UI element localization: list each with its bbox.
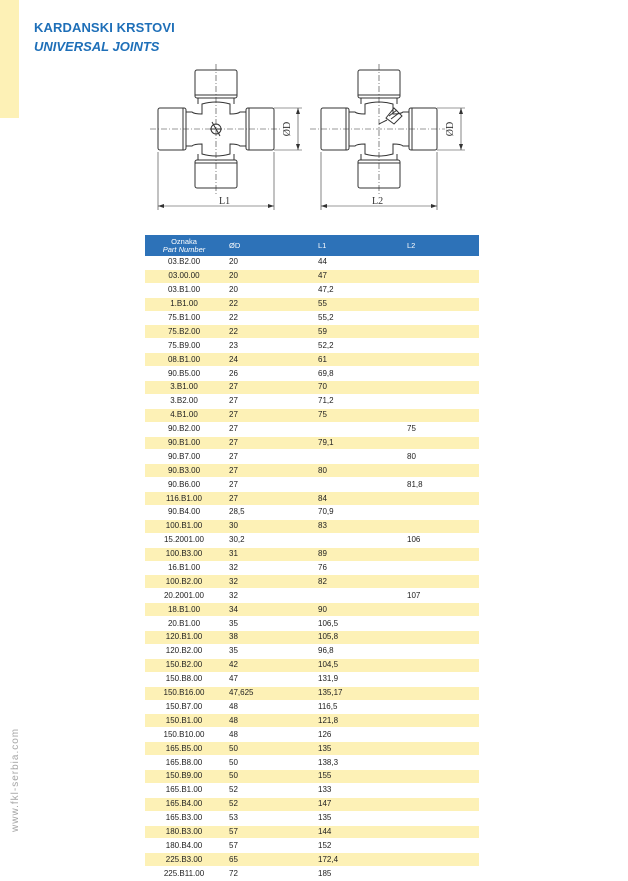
cell-part-number: 18.B1.00 xyxy=(145,603,223,617)
cell-l1: 106,5 xyxy=(312,617,403,631)
cell-l2 xyxy=(403,325,479,339)
table-row xyxy=(145,742,479,756)
table-row xyxy=(145,575,479,589)
col-header-diameter: ØD xyxy=(223,235,312,256)
cell-diameter: 53 xyxy=(223,811,312,825)
cell-part-number: 150.B1.00 xyxy=(145,714,223,728)
cell-l1: 121,8 xyxy=(312,714,403,728)
dim-l2-label: L2 xyxy=(372,196,384,207)
joint-l2-drawing xyxy=(310,64,465,210)
universal-joint-diagram xyxy=(150,64,480,214)
cell-l1 xyxy=(312,422,403,436)
table-row xyxy=(145,797,479,811)
cell-l1: 70 xyxy=(312,381,403,395)
cell-diameter: 27 xyxy=(223,381,312,395)
table-row xyxy=(145,506,479,520)
cell-l1: 79,1 xyxy=(312,436,403,450)
cell-part-number: 75.B9.00 xyxy=(145,339,223,353)
parts-table xyxy=(145,235,479,881)
cell-l1: 116,5 xyxy=(312,700,403,714)
cell-l2 xyxy=(403,853,479,867)
table-row xyxy=(145,714,479,728)
cell-part-number: 165.B3.00 xyxy=(145,811,223,825)
table-row xyxy=(145,283,479,297)
cell-part-number: 150.B10.00 xyxy=(145,728,223,742)
cell-part-number: 16.B1.00 xyxy=(145,561,223,575)
table-row xyxy=(145,853,479,867)
cell-diameter: 65 xyxy=(223,853,312,867)
cell-part-number: 20.B1.00 xyxy=(145,617,223,631)
cell-l1: 90 xyxy=(312,603,403,617)
cell-diameter: 57 xyxy=(223,825,312,839)
table-row xyxy=(145,603,479,617)
cell-part-number: 15.2001.00 xyxy=(145,533,223,547)
cell-part-number: 150.B2.00 xyxy=(145,658,223,672)
col-header-part-label: Oznaka xyxy=(171,236,197,246)
cell-diameter: 38 xyxy=(223,631,312,645)
cell-l1: 172,4 xyxy=(312,853,403,867)
cell-diameter: 34 xyxy=(223,603,312,617)
table-row xyxy=(145,478,479,492)
table-row xyxy=(145,394,479,408)
cell-l1: 135 xyxy=(312,811,403,825)
cell-part-number: 120.B2.00 xyxy=(145,644,223,658)
cell-l1: 71,2 xyxy=(312,394,403,408)
cell-part-number: 3.B2.00 xyxy=(145,394,223,408)
cell-l2 xyxy=(403,658,479,672)
cell-l1: 47,2 xyxy=(312,283,403,297)
cell-l1 xyxy=(312,533,403,547)
cell-l2 xyxy=(403,575,479,589)
table-row xyxy=(145,381,479,395)
table-row xyxy=(145,811,479,825)
table-row xyxy=(145,672,479,686)
cell-diameter: 32 xyxy=(223,561,312,575)
cell-diameter: 23 xyxy=(223,339,312,353)
table-row xyxy=(145,700,479,714)
cell-l1: 135 xyxy=(312,742,403,756)
table-row xyxy=(145,617,479,631)
cell-l1: 80 xyxy=(312,464,403,478)
cell-part-number: 100.B1.00 xyxy=(145,519,223,533)
cell-part-number: 165.B5.00 xyxy=(145,742,223,756)
cell-l1: 135,17 xyxy=(312,686,403,700)
cell-diameter: 50 xyxy=(223,756,312,770)
cell-diameter: 35 xyxy=(223,644,312,658)
table-row xyxy=(145,422,479,436)
cell-l2 xyxy=(403,783,479,797)
cell-diameter: 27 xyxy=(223,464,312,478)
table-row xyxy=(145,631,479,645)
table-row xyxy=(145,769,479,783)
table-row xyxy=(145,436,479,450)
cell-l2: 75 xyxy=(403,422,479,436)
cell-part-number: 90.B4.00 xyxy=(145,506,223,520)
cell-l1: 52,2 xyxy=(312,339,403,353)
cell-l1: 84 xyxy=(312,492,403,506)
website-watermark: www.fkl-serbia.com xyxy=(10,727,21,832)
cell-l1: 47 xyxy=(312,269,403,283)
cell-diameter: 42 xyxy=(223,658,312,672)
cell-l1: 147 xyxy=(312,797,403,811)
side-accent-strip xyxy=(0,0,19,118)
cell-part-number: 90.B3.00 xyxy=(145,464,223,478)
table-row xyxy=(145,825,479,839)
table-row xyxy=(145,839,479,853)
cell-diameter: 22 xyxy=(223,325,312,339)
cell-diameter: 57 xyxy=(223,839,312,853)
cell-l2 xyxy=(403,547,479,561)
cell-diameter: 30,2 xyxy=(223,533,312,547)
col-header-part-label-en: Part Number xyxy=(162,244,206,254)
cell-l2 xyxy=(403,769,479,783)
cell-l1: 55,2 xyxy=(312,311,403,325)
cell-part-number: 08.B1.00 xyxy=(145,353,223,367)
cell-part-number: 20.2001.00 xyxy=(145,589,223,603)
cell-part-number: 165.B1.00 xyxy=(145,783,223,797)
table-row xyxy=(145,464,479,478)
cell-l2 xyxy=(403,797,479,811)
cell-l2 xyxy=(403,394,479,408)
cell-l2 xyxy=(403,700,479,714)
cell-part-number: 100.B3.00 xyxy=(145,547,223,561)
table-row xyxy=(145,644,479,658)
cell-diameter: 35 xyxy=(223,617,312,631)
table-row xyxy=(145,297,479,311)
cell-diameter: 22 xyxy=(223,311,312,325)
cell-l1: 59 xyxy=(312,325,403,339)
cell-diameter: 48 xyxy=(223,714,312,728)
table-row xyxy=(145,367,479,381)
table-row xyxy=(145,408,479,422)
cell-l2: 81,8 xyxy=(403,478,479,492)
cell-l2 xyxy=(403,811,479,825)
cell-diameter: 52 xyxy=(223,783,312,797)
cell-part-number: 90.B7.00 xyxy=(145,450,223,464)
cell-l2 xyxy=(403,519,479,533)
cell-l2 xyxy=(403,506,479,520)
cell-part-number: 150.B16.00 xyxy=(145,686,223,700)
dim-diameter-label-1: ØD xyxy=(282,121,293,137)
cell-l2 xyxy=(403,742,479,756)
cell-l1: 69,8 xyxy=(312,367,403,381)
cell-l2 xyxy=(403,672,479,686)
cell-part-number: 120.B1.00 xyxy=(145,631,223,645)
cell-diameter: 20 xyxy=(223,269,312,283)
cell-diameter: 26 xyxy=(223,367,312,381)
table-row xyxy=(145,492,479,506)
cell-l1 xyxy=(312,450,403,464)
cell-part-number: 180.B3.00 xyxy=(145,825,223,839)
cell-diameter: 27 xyxy=(223,492,312,506)
cell-diameter: 47 xyxy=(223,672,312,686)
cell-part-number: 1.B1.00 xyxy=(145,297,223,311)
cell-part-number: 165.B8.00 xyxy=(145,756,223,770)
cell-diameter: 48 xyxy=(223,700,312,714)
cell-l1: 70,9 xyxy=(312,506,403,520)
cell-part-number: 180.B4.00 xyxy=(145,839,223,853)
cell-diameter: 27 xyxy=(223,422,312,436)
cell-l1: 152 xyxy=(312,839,403,853)
cell-l2 xyxy=(403,756,479,770)
cell-l1: 75 xyxy=(312,408,403,422)
cell-l2 xyxy=(403,617,479,631)
table-row xyxy=(145,728,479,742)
cell-part-number: 165.B4.00 xyxy=(145,797,223,811)
cell-diameter: 72 xyxy=(223,867,312,881)
table-row xyxy=(145,756,479,770)
table-row xyxy=(145,325,479,339)
cell-l1: 185 xyxy=(312,867,403,881)
table-row xyxy=(145,867,479,881)
cell-l2 xyxy=(403,492,479,506)
cell-part-number: 150.B8.00 xyxy=(145,672,223,686)
cell-l2 xyxy=(403,728,479,742)
cell-l1: 96,8 xyxy=(312,644,403,658)
table-row xyxy=(145,339,479,353)
joint-l1-drawing xyxy=(150,64,302,210)
cell-diameter: 20 xyxy=(223,283,312,297)
cell-l2 xyxy=(403,714,479,728)
col-header-l2: L2 xyxy=(403,235,479,256)
cell-diameter: 30 xyxy=(223,519,312,533)
cell-l2 xyxy=(403,644,479,658)
table-row xyxy=(145,353,479,367)
cell-l1: 55 xyxy=(312,297,403,311)
cell-l2 xyxy=(403,297,479,311)
cell-diameter: 27 xyxy=(223,436,312,450)
col-header-l1: L1 xyxy=(312,235,403,256)
cell-l1: 138,3 xyxy=(312,756,403,770)
cell-l2 xyxy=(403,339,479,353)
table-row xyxy=(145,450,479,464)
cell-diameter: 31 xyxy=(223,547,312,561)
cell-l1: 82 xyxy=(312,575,403,589)
cell-l1 xyxy=(312,478,403,492)
cell-l2: 107 xyxy=(403,589,479,603)
cell-diameter: 48 xyxy=(223,728,312,742)
cell-part-number: 03.00.00 xyxy=(145,269,223,283)
cell-l1: 83 xyxy=(312,519,403,533)
cell-part-number: 116.B1.00 xyxy=(145,492,223,506)
dim-diameter-label-2: ØD xyxy=(445,121,456,137)
cell-l1: 155 xyxy=(312,769,403,783)
cell-diameter: 22 xyxy=(223,297,312,311)
cell-diameter: 50 xyxy=(223,769,312,783)
cell-l1: 89 xyxy=(312,547,403,561)
cell-part-number: 150.B7.00 xyxy=(145,700,223,714)
cell-part-number: 4.B1.00 xyxy=(145,408,223,422)
col-header-part xyxy=(145,235,223,256)
cell-part-number: 150.B9.00 xyxy=(145,769,223,783)
cell-l2 xyxy=(403,561,479,575)
cell-l2 xyxy=(403,825,479,839)
cell-diameter: 20 xyxy=(223,256,312,269)
cell-l1 xyxy=(312,589,403,603)
cell-l2 xyxy=(403,436,479,450)
cell-l2 xyxy=(403,686,479,700)
cell-part-number: 90.B2.00 xyxy=(145,422,223,436)
cell-l2 xyxy=(403,353,479,367)
cell-part-number: 90.B5.00 xyxy=(145,367,223,381)
cell-l2 xyxy=(403,311,479,325)
cell-part-number: 225.B3.00 xyxy=(145,853,223,867)
cell-diameter: 32 xyxy=(223,575,312,589)
cell-diameter: 27 xyxy=(223,408,312,422)
table-row xyxy=(145,311,479,325)
cell-l2: 80 xyxy=(403,450,479,464)
table-row xyxy=(145,256,479,269)
cell-part-number: 75.B2.00 xyxy=(145,325,223,339)
table-row xyxy=(145,589,479,603)
cell-part-number: 75.B1.00 xyxy=(145,311,223,325)
cell-l2 xyxy=(403,839,479,853)
cell-part-number: 90.B6.00 xyxy=(145,478,223,492)
cell-l2 xyxy=(403,381,479,395)
table-row xyxy=(145,561,479,575)
cell-l1: 105,8 xyxy=(312,631,403,645)
cell-part-number: 90.B1.00 xyxy=(145,436,223,450)
cell-diameter: 28,5 xyxy=(223,506,312,520)
page-subtitle: UNIVERSAL JOINTS xyxy=(34,39,160,54)
cell-l2 xyxy=(403,464,479,478)
table-row xyxy=(145,658,479,672)
table-row xyxy=(145,547,479,561)
cell-part-number: 3.B1.00 xyxy=(145,381,223,395)
dim-l1-label: L1 xyxy=(219,196,231,207)
cell-l2 xyxy=(403,367,479,381)
cell-part-number: 03.B2.00 xyxy=(145,256,223,269)
table-row xyxy=(145,686,479,700)
cell-l2 xyxy=(403,603,479,617)
cell-l2 xyxy=(403,269,479,283)
cell-diameter: 27 xyxy=(223,450,312,464)
cell-l1: 104,5 xyxy=(312,658,403,672)
cell-l1: 131,9 xyxy=(312,672,403,686)
cell-diameter: 50 xyxy=(223,742,312,756)
cell-diameter: 32 xyxy=(223,589,312,603)
cell-l1: 133 xyxy=(312,783,403,797)
cell-l1: 61 xyxy=(312,353,403,367)
cell-diameter: 27 xyxy=(223,394,312,408)
table-header-row xyxy=(145,235,479,256)
cell-l2 xyxy=(403,256,479,269)
cell-part-number: 100.B2.00 xyxy=(145,575,223,589)
cell-l2: 106 xyxy=(403,533,479,547)
cell-part-number: 225.B11.00 xyxy=(145,867,223,881)
cell-l2 xyxy=(403,867,479,881)
table-row xyxy=(145,533,479,547)
cell-diameter: 27 xyxy=(223,478,312,492)
cell-diameter: 52 xyxy=(223,797,312,811)
table-row xyxy=(145,519,479,533)
cell-part-number: 03.B1.00 xyxy=(145,283,223,297)
cell-diameter: 24 xyxy=(223,353,312,367)
cell-l1: 44 xyxy=(312,256,403,269)
cell-diameter: 47,625 xyxy=(223,686,312,700)
page-title: KARDANSKI KRSTOVI xyxy=(34,20,175,35)
cell-l1: 76 xyxy=(312,561,403,575)
cell-l2 xyxy=(403,631,479,645)
table-row xyxy=(145,783,479,797)
cell-l1: 144 xyxy=(312,825,403,839)
cell-l2 xyxy=(403,408,479,422)
table-row xyxy=(145,269,479,283)
cell-l1: 126 xyxy=(312,728,403,742)
cell-l2 xyxy=(403,283,479,297)
